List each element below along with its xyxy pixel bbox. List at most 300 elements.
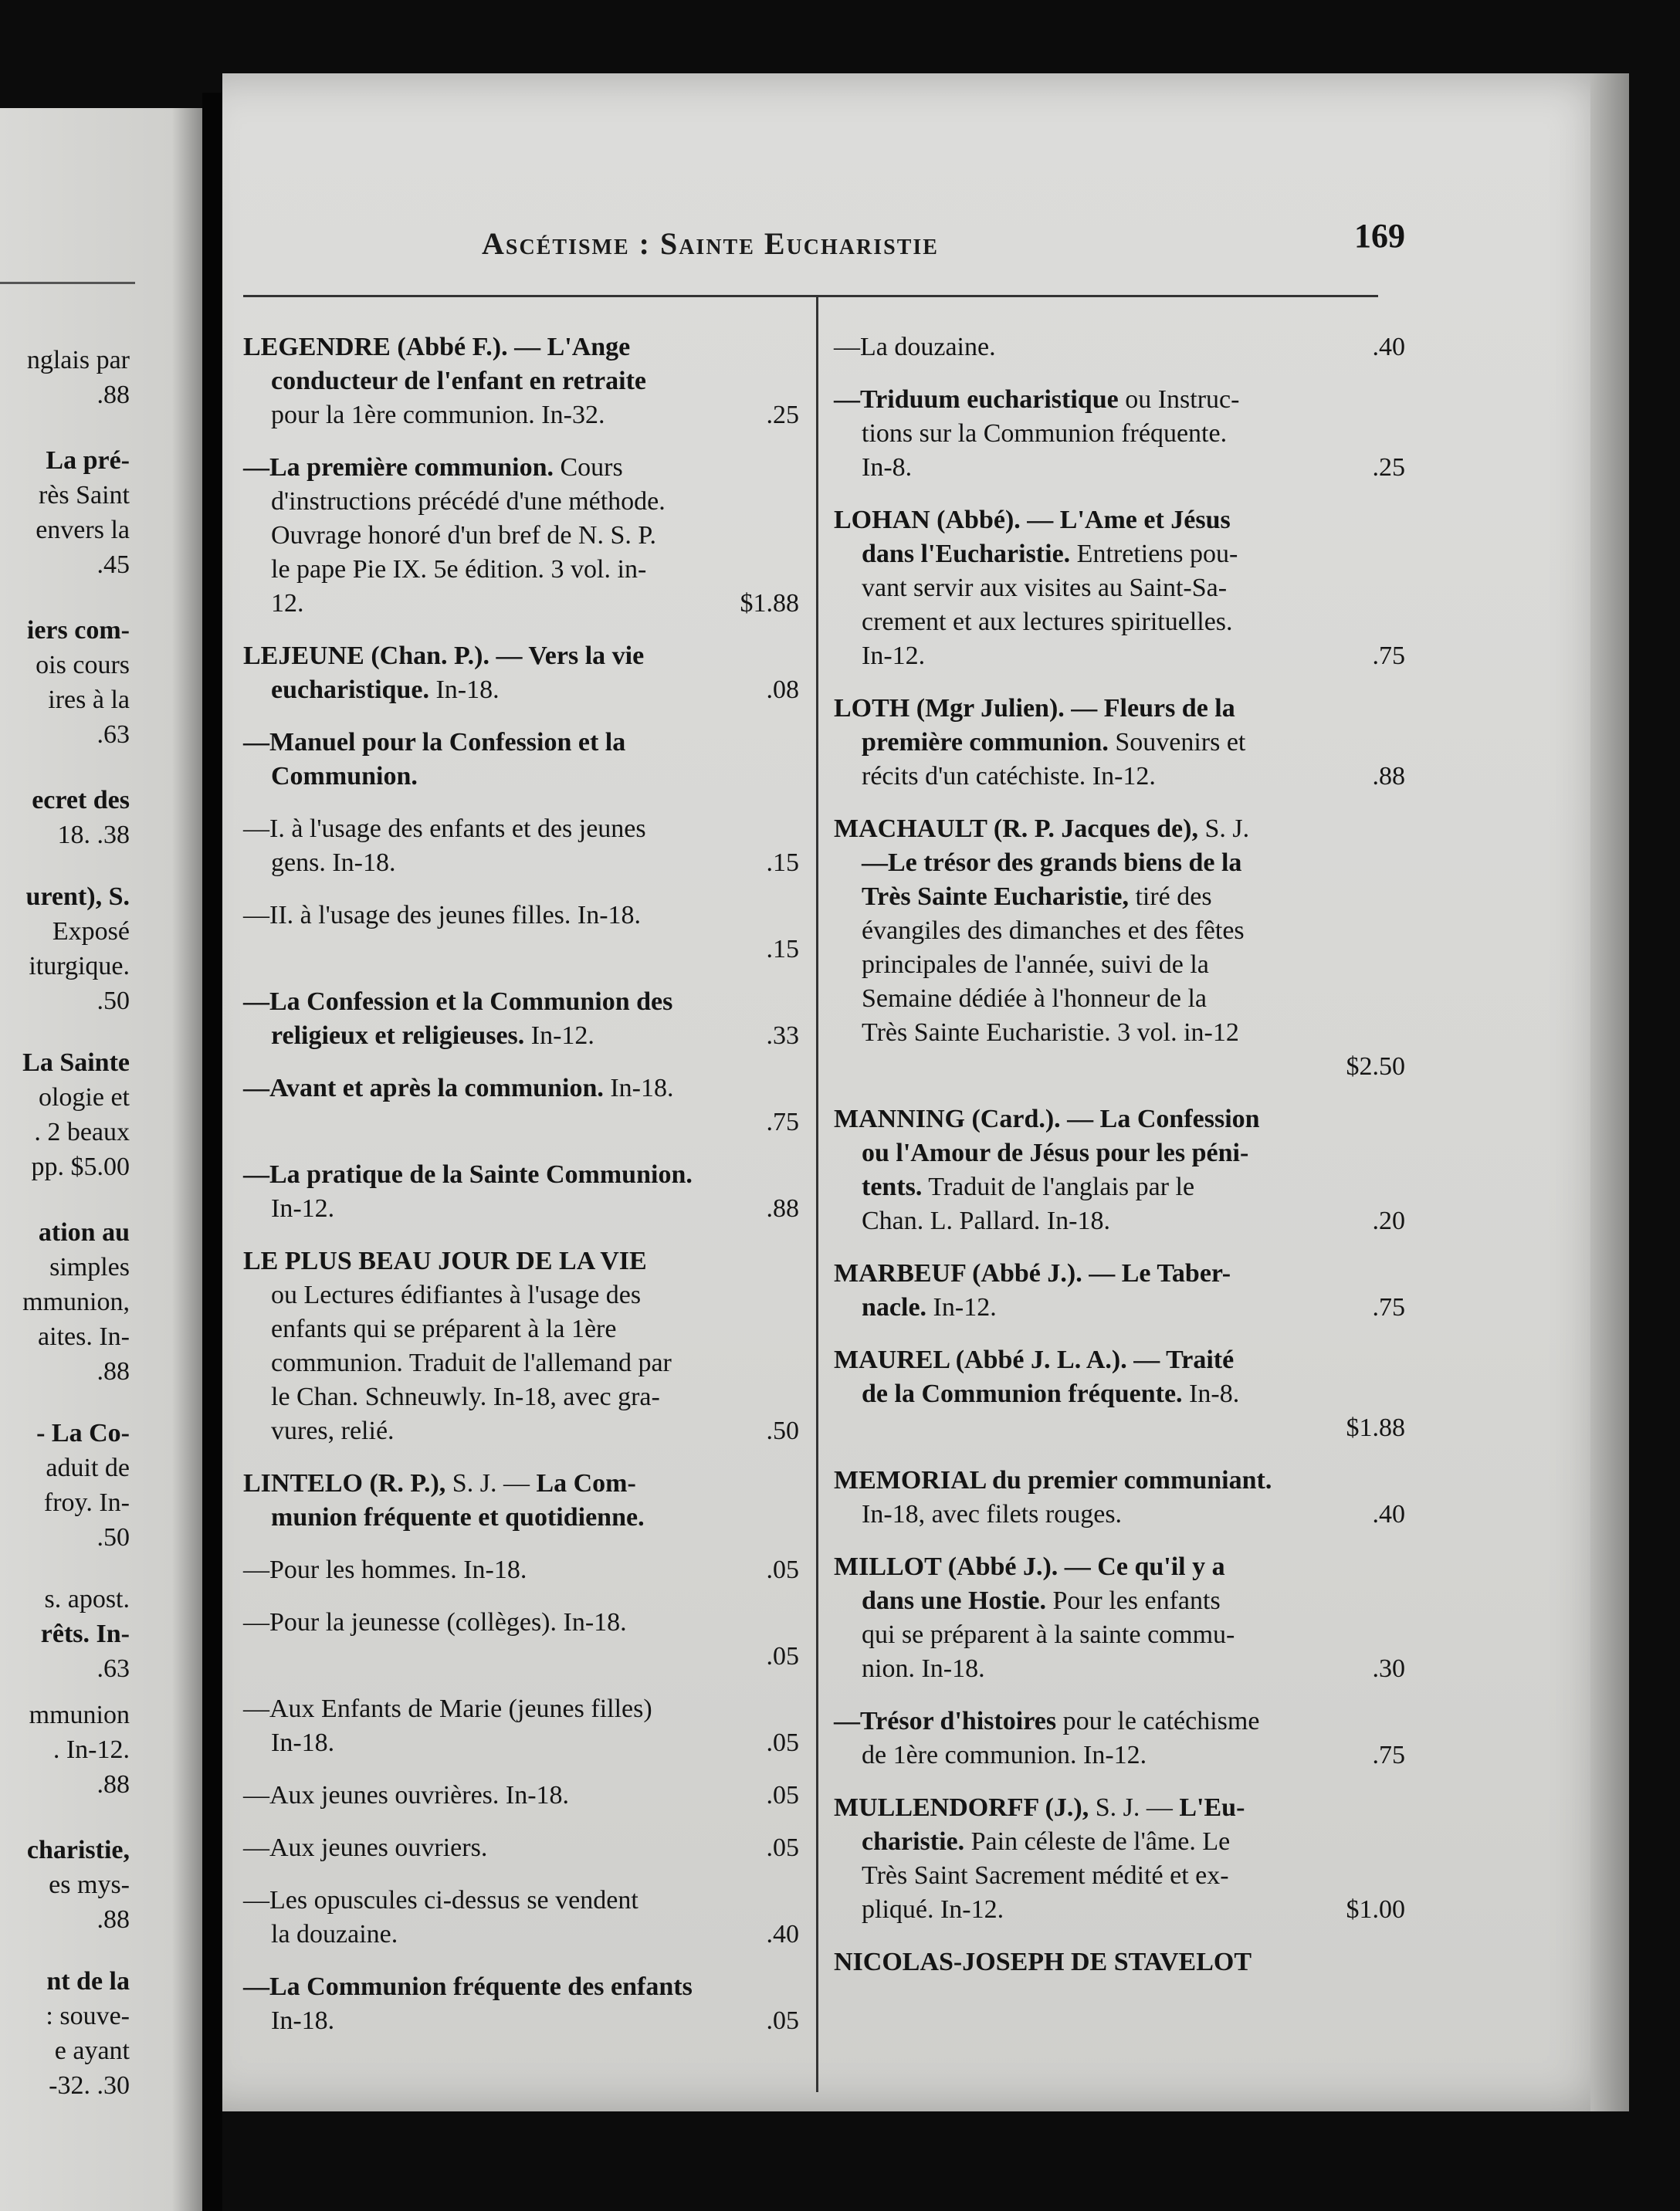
description-text: Très Sainte Eucharistie. 3 vol. in-12 xyxy=(862,1018,1239,1047)
entry-line xyxy=(834,812,1405,846)
entry-text xyxy=(834,1945,1252,1979)
entry-line xyxy=(243,673,799,707)
left-fragment-line: ecret des xyxy=(32,786,130,814)
description-text: évangiles des dimanches et des fêtes xyxy=(862,916,1245,945)
left-fragment-line: rêts. In- xyxy=(40,1620,130,1648)
bold-title-text: LEJEUNE (Chan. P.). — Vers la vie xyxy=(243,642,645,670)
entry-line xyxy=(834,1464,1405,1498)
entry-text xyxy=(243,1467,636,1501)
entry-line xyxy=(834,914,1405,948)
price: .88 xyxy=(1372,762,1405,791)
entry-text xyxy=(862,571,1227,605)
catalog-entry xyxy=(243,1831,799,1865)
catalog-entry xyxy=(243,726,799,794)
entry-text xyxy=(862,1584,1221,1618)
entry-line xyxy=(834,1170,1405,1204)
left-fragment-line: mmunion, xyxy=(22,1288,130,1316)
entry-line xyxy=(243,1467,799,1501)
entry-line xyxy=(834,571,1405,605)
entry-text xyxy=(243,985,672,1019)
catalog-entry xyxy=(243,1970,799,2038)
description-text: S. J. xyxy=(1197,814,1250,843)
bold-title-text: La Com- xyxy=(536,1469,636,1498)
description-text: le pape Pie IX. 5e édition. 3 vol. in- xyxy=(271,555,647,584)
entry-text xyxy=(862,537,1238,571)
entry-text xyxy=(271,1278,641,1312)
catalog-entry xyxy=(243,451,799,621)
entry-text xyxy=(834,812,1249,846)
bold-title-text: LEGENDRE (Abbé F.). — L'Ange xyxy=(243,333,631,361)
bold-title-text: conducteur de l'enfant en retraite xyxy=(271,367,646,395)
entry-line xyxy=(243,933,799,967)
left-fragment-line: ires à la xyxy=(48,686,130,714)
entry-text xyxy=(862,451,912,485)
catalog-entry xyxy=(834,330,1405,364)
bold-title-text: NICOLAS-JOSEPH DE STAVELOT xyxy=(834,1948,1252,1976)
entry-line xyxy=(243,1106,799,1139)
entry-line xyxy=(834,1550,1405,1584)
left-fragment-line: mmunion xyxy=(29,1701,130,1729)
price: .05 xyxy=(766,1642,799,1671)
bold-title-text: —Manuel pour la Confession et la xyxy=(243,728,626,757)
bold-title-text: MARBEUF (Abbé J.). — Le Taber- xyxy=(834,1259,1231,1288)
book-gutter xyxy=(202,93,222,2211)
entry-text xyxy=(834,503,1231,537)
entry-line xyxy=(834,417,1405,451)
entry-line xyxy=(834,692,1405,726)
description-text: In-18. xyxy=(603,1074,674,1102)
catalog-entry xyxy=(243,985,799,1053)
price: .05 xyxy=(766,1833,799,1862)
entry-text xyxy=(271,519,656,553)
entry-text xyxy=(862,1618,1235,1652)
entry-line xyxy=(834,1825,1405,1859)
header-rule xyxy=(243,295,1378,297)
entry-line xyxy=(834,1498,1405,1532)
price: .40 xyxy=(1372,1500,1405,1529)
catalog-entry xyxy=(243,1606,799,1674)
left-fragment-line: 18. .38 xyxy=(57,821,130,849)
description-text: vures, relié. xyxy=(271,1417,395,1445)
price: .75 xyxy=(1372,1293,1405,1322)
left-page-fragment xyxy=(0,108,202,2211)
entry-text xyxy=(834,330,996,364)
entry-text xyxy=(243,1692,652,1726)
bold-title-text: —Triduum eucharistique xyxy=(834,385,1119,414)
entry-text xyxy=(271,846,395,880)
left-fragment-line: e ayant xyxy=(54,2037,130,2065)
description-text: récits d'un catéchiste. In-12. xyxy=(862,762,1156,791)
entry-line xyxy=(834,880,1405,914)
entry-text xyxy=(271,760,418,794)
entry-line xyxy=(243,1779,799,1813)
entry-line xyxy=(243,587,799,621)
description-text: pliqué. In-12. xyxy=(862,1895,1004,1924)
description-text: S. J. — xyxy=(1089,1793,1180,1822)
description-text: —Aux jeunes ouvriers. xyxy=(243,1833,488,1862)
entry-text xyxy=(834,383,1239,417)
price: .08 xyxy=(766,675,799,704)
description-text: Souvenirs et xyxy=(1108,728,1246,757)
description-text: qui se préparent à la sainte commu- xyxy=(862,1620,1235,1649)
left-fragment-line: .50 xyxy=(97,1523,130,1552)
entry-text xyxy=(862,1204,1110,1238)
entry-line xyxy=(834,760,1405,794)
description-text: In-12. xyxy=(271,1194,335,1223)
description-text: communion. Traduit de l'allemand par xyxy=(271,1349,672,1377)
entry-line xyxy=(834,1016,1405,1050)
price: .88 xyxy=(766,1194,799,1223)
entry-line xyxy=(243,1278,799,1312)
bold-title-text: —La pratique de la Sainte Communion. xyxy=(243,1160,693,1189)
entry-line xyxy=(243,726,799,760)
entry-text xyxy=(271,364,646,398)
description-text: ou Lectures édifiantes à l'usage des xyxy=(271,1281,642,1309)
entry-line xyxy=(243,398,799,432)
bold-title-text: —Avant et après la communion. xyxy=(243,1074,604,1102)
catalog-entry xyxy=(243,812,799,880)
description-text: Traduit de l'anglais par le xyxy=(922,1173,1195,1201)
entry-text xyxy=(834,1464,1272,1498)
entry-text xyxy=(834,1791,1245,1825)
entry-line xyxy=(243,1640,799,1674)
left-fragment-line: La pré- xyxy=(46,446,130,475)
description-text: In-12. xyxy=(926,1293,997,1322)
entry-line xyxy=(834,1893,1405,1927)
bold-title-text: eucharistique. xyxy=(271,675,429,704)
left-fragment-line: iturgique. xyxy=(29,952,130,980)
description-text: —Pour la jeunesse (collèges). In-18. xyxy=(243,1608,627,1637)
entry-line xyxy=(834,1859,1405,1893)
description-text: Chan. L. Pallard. In-18. xyxy=(862,1207,1110,1235)
bold-title-text: de la Communion fréquente. xyxy=(862,1380,1183,1408)
entry-line xyxy=(243,1380,799,1414)
description-text: —I. à l'usage des enfants et des jeunes xyxy=(243,814,646,843)
entry-text xyxy=(243,1884,638,1918)
entry-line xyxy=(243,1884,799,1918)
price: .15 xyxy=(766,848,799,877)
bold-title-text: ou l'Amour de Jésus pour les péni- xyxy=(862,1139,1249,1167)
entry-line xyxy=(834,330,1405,364)
entry-line xyxy=(834,503,1405,537)
catalog-entry xyxy=(834,383,1405,485)
entry-text xyxy=(862,948,1209,982)
entry-text xyxy=(271,485,666,519)
catalog-entry xyxy=(834,1791,1405,1927)
entry-text xyxy=(862,1652,985,1686)
description-text: tions sur la Communion fréquente. xyxy=(862,419,1228,448)
description-text: tiré des xyxy=(1128,882,1212,911)
description-text: gens. In-18. xyxy=(271,848,396,877)
description-text: enfants qui se préparent à la 1ère xyxy=(271,1315,617,1343)
bold-title-text: tents. xyxy=(862,1173,923,1201)
description-text: In-12. xyxy=(524,1021,594,1050)
running-head: Ascétisme : Sainte Eucharistie xyxy=(482,226,939,261)
entry-text xyxy=(243,1970,693,2004)
catalog-entry xyxy=(243,1553,799,1587)
bold-title-text: première communion. xyxy=(862,728,1109,757)
entry-text xyxy=(271,1726,334,1760)
entry-line xyxy=(834,605,1405,639)
catalog-entry xyxy=(243,1467,799,1535)
left-fragment-line: urent), S. xyxy=(25,882,130,911)
price: .05 xyxy=(766,1556,799,1584)
entry-line xyxy=(243,519,799,553)
entry-line xyxy=(243,553,799,587)
description-text: In-18, avec filets rouges. xyxy=(862,1500,1123,1529)
description-text: Entretiens pou- xyxy=(1070,540,1238,568)
entry-text xyxy=(862,417,1227,451)
entry-line xyxy=(834,383,1405,417)
price: .15 xyxy=(766,935,799,963)
entry-line xyxy=(243,1831,799,1865)
left-fragment-line: froy. In- xyxy=(43,1488,130,1517)
bold-title-text: munion fréquente et quotidienne. xyxy=(271,1503,645,1532)
entry-line xyxy=(243,1158,799,1192)
description-text: In-12. xyxy=(862,642,926,670)
column-divider xyxy=(816,297,818,2092)
entry-text xyxy=(862,1377,1239,1411)
price: .20 xyxy=(1372,1207,1405,1235)
entry-text xyxy=(834,1102,1260,1136)
bold-title-text: L'Eu- xyxy=(1179,1793,1245,1822)
catalog-entry xyxy=(243,1884,799,1952)
bold-title-text: LOTH (Mgr Julien). — Fleurs de la xyxy=(834,694,1235,723)
left-fragment-line: .88 xyxy=(97,1905,130,1934)
entry-line xyxy=(243,1346,799,1380)
entry-text xyxy=(271,553,646,587)
page-edge xyxy=(1590,73,1629,2111)
left-fragment-line: .88 xyxy=(97,1770,130,1799)
entry-text xyxy=(243,1553,527,1587)
entry-line xyxy=(834,1050,1405,1084)
left-fragment-line: -32. .30 xyxy=(49,2071,130,2100)
entry-text xyxy=(271,673,500,707)
bold-title-text: dans une Hostie. xyxy=(862,1586,1046,1615)
left-fragment-line: iers com- xyxy=(26,616,130,645)
description-text: crement et aux lectures spirituelles. xyxy=(862,608,1233,636)
description-text: pour le catéchisme xyxy=(1056,1707,1260,1735)
entry-text xyxy=(243,1779,569,1813)
entry-line xyxy=(834,1584,1405,1618)
entry-text xyxy=(862,982,1207,1016)
price: .33 xyxy=(766,1021,799,1050)
entry-text xyxy=(271,1346,672,1380)
bold-title-text: charistie. xyxy=(862,1827,965,1856)
catalog-entry xyxy=(243,1244,799,1448)
bold-title-text: MULLENDORFF (J.), xyxy=(834,1793,1089,1822)
entry-line xyxy=(834,1257,1405,1291)
description-text: In-18. xyxy=(271,1729,335,1757)
price: .05 xyxy=(766,1781,799,1810)
left-fragment-line: . 2 beaux xyxy=(34,1118,130,1146)
description-text: nion. In-18. xyxy=(862,1654,985,1683)
entry-text xyxy=(271,2004,334,2038)
description-text: Très Saint Sacrement médité et ex- xyxy=(862,1861,1229,1890)
page-number: 169 xyxy=(1354,217,1405,255)
description-text: Ouvrage honoré d'un bref de N. S. P. xyxy=(271,521,657,550)
entry-line xyxy=(834,1102,1405,1136)
price: $1.88 xyxy=(740,589,799,618)
entry-text xyxy=(243,1606,627,1640)
left-column xyxy=(243,330,799,2057)
entry-line xyxy=(243,639,799,673)
bold-title-text: du premier communiant. xyxy=(985,1466,1272,1495)
description-text: In-18. xyxy=(428,675,500,704)
catalog-entry xyxy=(243,899,799,967)
bold-title-text: —Le trésor des grands biens de la xyxy=(862,848,1242,877)
price: .25 xyxy=(1372,453,1405,482)
left-fragment-line: .63 xyxy=(97,1654,130,1683)
description-text: Pain céleste de l'âme. Le xyxy=(964,1827,1231,1856)
description-text: principales de l'année, suivi de la xyxy=(862,950,1209,979)
description-text: —Aux Enfants de Marie (jeunes filles) xyxy=(243,1695,652,1723)
entry-text xyxy=(862,1498,1122,1532)
bold-title-text: MACHAULT (R. P. Jacques de), xyxy=(834,814,1198,843)
bold-title-text: LOHAN (Abbé). — L'Ame et Jésus xyxy=(834,506,1231,534)
description-text: le Chan. Schneuwly. In-18, avec gra- xyxy=(271,1383,660,1411)
description-text: ou Instruc- xyxy=(1118,385,1240,414)
entry-text xyxy=(243,726,625,760)
entry-text xyxy=(243,899,641,933)
entry-line xyxy=(834,537,1405,571)
entry-line xyxy=(243,330,799,364)
entry-line xyxy=(834,948,1405,982)
entry-text xyxy=(271,1312,616,1346)
entry-line xyxy=(834,451,1405,485)
entry-line xyxy=(834,1343,1405,1377)
catalog-entry xyxy=(243,330,799,432)
entry-text xyxy=(271,1019,594,1053)
entry-line xyxy=(834,1705,1405,1739)
entry-text xyxy=(862,1739,1147,1773)
left-fragment-line: Exposé xyxy=(52,917,130,946)
entry-line xyxy=(243,1553,799,1587)
entry-line xyxy=(243,364,799,398)
entry-line xyxy=(243,1692,799,1726)
left-fragment-line: ois cours xyxy=(36,651,130,679)
catalog-entry xyxy=(243,1692,799,1760)
bold-title-text: MAUREL (Abbé J. L. A.). — Traité xyxy=(834,1346,1235,1374)
entry-text xyxy=(243,451,623,485)
entry-line xyxy=(243,1970,799,2004)
entry-line xyxy=(243,985,799,1019)
entry-text xyxy=(862,914,1245,948)
catalog-entry xyxy=(243,639,799,707)
price: $1.00 xyxy=(1346,1895,1405,1924)
bold-title-text: —La Confession et la Communion des xyxy=(243,987,673,1016)
entry-line xyxy=(834,639,1405,673)
left-fragment-line: envers la xyxy=(36,516,130,544)
left-fragment-line: .63 xyxy=(97,720,130,749)
price: .75 xyxy=(1372,642,1405,670)
description-text: In-8. xyxy=(1182,1380,1240,1408)
description-text: Cours xyxy=(554,453,623,482)
entry-line xyxy=(243,1726,799,1760)
left-fragment-line: . In-12. xyxy=(52,1735,130,1764)
bold-title-text: LINTELO (R. P.), xyxy=(243,1469,446,1498)
left-fragment-line: aites. In- xyxy=(38,1322,130,1351)
bold-title-text: religieux et religieuses. xyxy=(271,1021,525,1050)
entry-text xyxy=(271,587,304,621)
bold-title-text: MANNING (Card.). — La Confession xyxy=(834,1105,1260,1133)
price: .25 xyxy=(766,401,799,429)
catalog-entry xyxy=(834,1550,1405,1686)
entry-line xyxy=(243,1244,799,1278)
entry-text xyxy=(862,1825,1230,1859)
entry-line xyxy=(834,1652,1405,1686)
catalog-entry xyxy=(834,1464,1405,1532)
left-fragment-line: .45 xyxy=(97,550,130,579)
entry-text xyxy=(243,1831,487,1865)
left-fragment-line: simples xyxy=(49,1253,130,1282)
description-text: —La douzaine. xyxy=(834,333,996,361)
entry-text xyxy=(834,1343,1234,1377)
left-fragment-line: ologie et xyxy=(38,1083,130,1112)
left-fragment-line: nglais par xyxy=(26,346,130,374)
entry-line xyxy=(243,1192,799,1226)
description-text: vant servir aux visites au Saint-Sa- xyxy=(862,574,1228,602)
bold-title-text: dans l'Eucharistie. xyxy=(862,540,1071,568)
entry-line xyxy=(834,1291,1405,1325)
entry-line xyxy=(243,1414,799,1448)
entry-text xyxy=(862,639,925,673)
description-text: de 1ère communion. In-12. xyxy=(862,1741,1147,1769)
entry-text xyxy=(834,692,1235,726)
description-text: —Aux jeunes ouvrières. In-18. xyxy=(243,1781,570,1810)
left-fragment-line: nt de la xyxy=(46,1967,130,1996)
price: .30 xyxy=(1372,1654,1405,1683)
entry-line xyxy=(834,1204,1405,1238)
catalog-entry xyxy=(834,1257,1405,1325)
description-text: In-8. xyxy=(862,453,913,482)
description-text: Pour les enfants xyxy=(1046,1586,1221,1615)
description-text: —Pour les hommes. In-18. xyxy=(243,1556,527,1584)
bold-title-text: MILLOT (Abbé J.). — Ce qu'il y a xyxy=(834,1552,1225,1581)
catalog-entry xyxy=(834,1945,1405,1979)
entry-line xyxy=(243,1072,799,1106)
entry-line xyxy=(243,485,799,519)
entry-line xyxy=(243,760,799,794)
catalog-entry xyxy=(243,1779,799,1813)
entry-text xyxy=(243,1072,674,1106)
price: $2.50 xyxy=(1346,1052,1405,1081)
entry-text xyxy=(243,639,644,673)
price: .50 xyxy=(766,1417,799,1445)
description-text: 12. xyxy=(271,589,304,618)
catalog-entry xyxy=(834,1102,1405,1238)
bold-title-text: LE PLUS BEAU JOUR DE LA VIE xyxy=(243,1247,647,1275)
catalog-entry xyxy=(834,503,1405,673)
entry-text xyxy=(271,398,605,432)
price: .40 xyxy=(1372,333,1405,361)
price: .75 xyxy=(766,1108,799,1136)
entry-text xyxy=(862,605,1233,639)
bold-title-text: —La Communion fréquente des enfants xyxy=(243,1972,693,2001)
entry-text xyxy=(271,1918,398,1952)
entry-text xyxy=(271,1414,395,1448)
catalog-entry xyxy=(834,812,1405,1084)
entry-text xyxy=(271,1380,660,1414)
entry-text xyxy=(243,330,630,364)
entry-line xyxy=(834,1136,1405,1170)
left-fragment-line: .88 xyxy=(97,1357,130,1386)
entry-line xyxy=(834,1618,1405,1652)
entry-text xyxy=(243,812,646,846)
left-fragment-line: : souve- xyxy=(46,2002,130,2030)
entry-line xyxy=(243,812,799,846)
description-text: —II. à l'usage des jeunes filles. In-18. xyxy=(243,901,642,929)
